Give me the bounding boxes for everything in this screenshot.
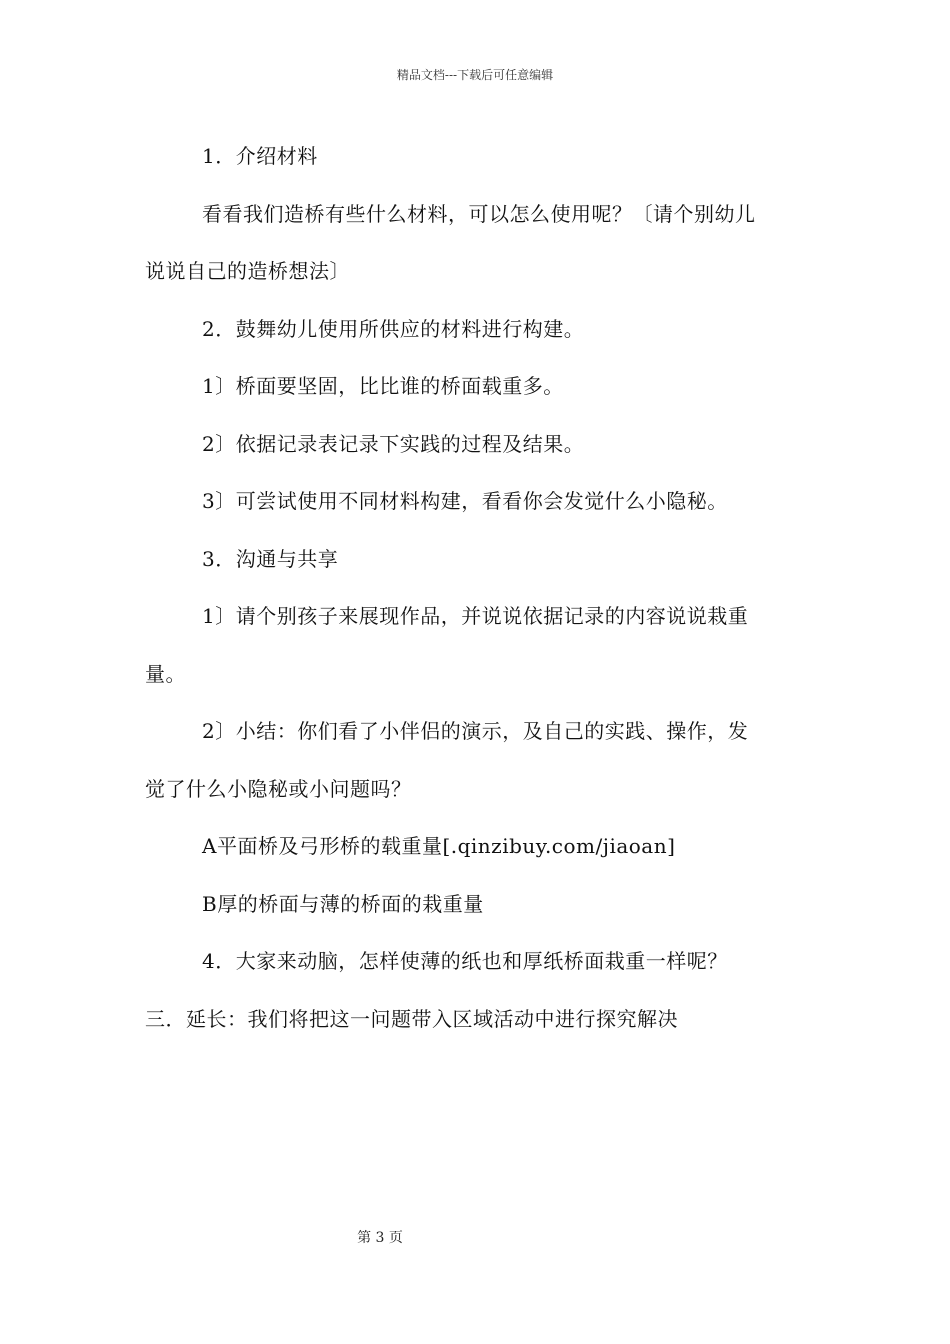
- section-heading-share: 3．沟通与共享: [202, 546, 339, 571]
- paragraph-line: 量。: [145, 661, 186, 686]
- list-item: 2〕依据记录表记录下实践的过程及结果。: [202, 431, 585, 456]
- section-heading-build: 2．鼓舞幼儿使用所供应的材料进行构建。: [202, 316, 585, 341]
- list-item: A平面桥及弓形桥的载重量[.qinzibuy.com/jiaoan]: [202, 834, 676, 858]
- page-number: 第 3 页: [357, 1230, 403, 1246]
- section-heading-materials: 1．介绍材料: [202, 144, 318, 168]
- list-item: B厚的桥面与薄的桥面的栽重量: [202, 891, 484, 916]
- list-item: 3〕可尝试使用不同材料构建，看看你会发觉什么小隐秘。: [202, 489, 728, 513]
- document-body: [145, 128, 807, 1048]
- section-heading-extension: 三．延长：我们将把这一问题带入区域活动中进行探究解决: [145, 1006, 678, 1031]
- paragraph-line: 觉了什么小隐秘或小问题吗？: [145, 776, 412, 801]
- list-item: 1〕桥面要坚固，比比谁的桥面载重多。: [202, 374, 564, 398]
- list-item: 1〕请个别孩子来展现作品，并说说依据记录的内容说说栽重: [202, 604, 749, 628]
- page-header: 精品文档---下载后可任意编辑: [396, 68, 554, 82]
- list-item: 2〕小结：你们看了小伴侣的演示，及自己的实践、操作，发: [202, 719, 749, 743]
- paragraph-line: 说说自己的造桥想法〕: [145, 259, 350, 283]
- paragraph-line: 看看我们造桥有些什么材料，可以怎么使用呢？〔请个别幼儿: [202, 201, 756, 226]
- section-heading-think: 4．大家来动脑，怎样使薄的纸也和厚纸桥面栽重一样呢？: [202, 949, 728, 973]
